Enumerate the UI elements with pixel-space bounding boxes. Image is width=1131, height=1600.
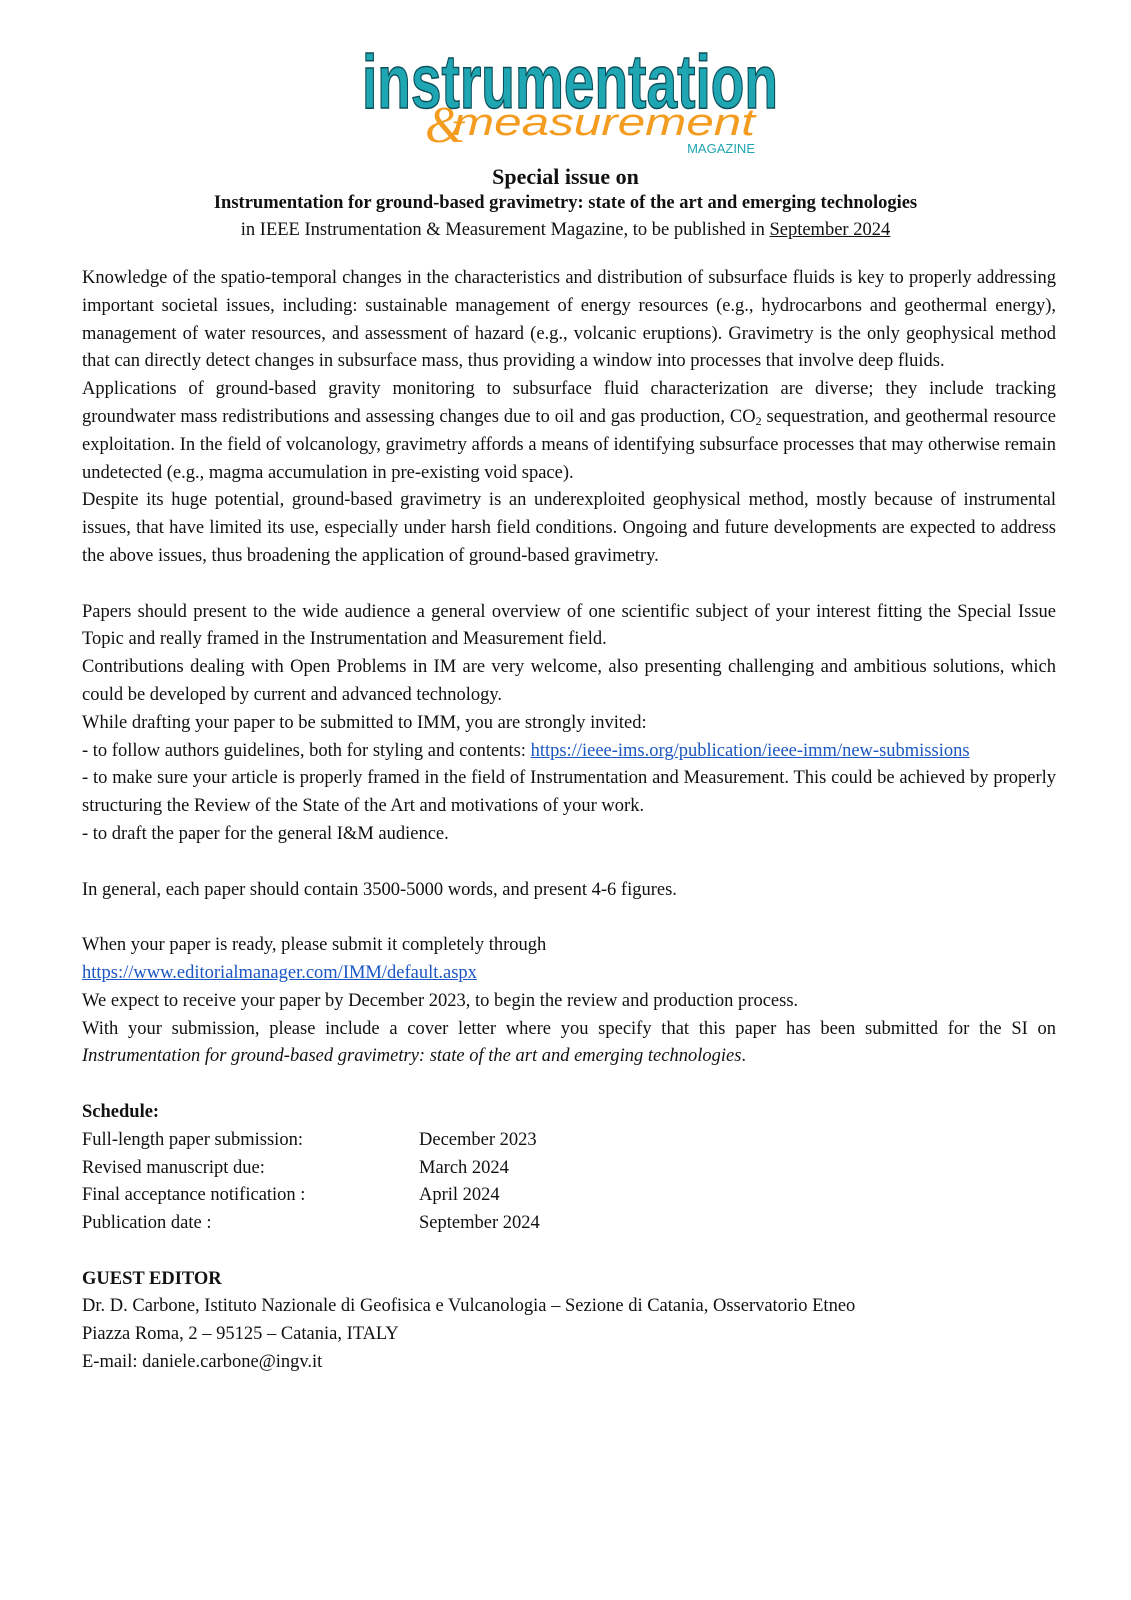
intro-paragraph-1: Knowledge of the spatio-temporal changes in the characteristics and distribution of subsurface fluids is key to properly addressing important societal issues, including: sustainable management of energy resources (e.g., hydrocarbons and geothermal energy), management of water resources, and assessment of hazard (e.g., volcanic eruptions). Gravimetry is the only geophysical method that can directly detect changes in subsurface mass, thus providing a window into processes that involve deep fluids. (82, 268, 1056, 372)
submission-line-3-text: With your submission, please include a cover letter where you specify that this paper has been submitted for the SI on (82, 1018, 1056, 1039)
main-body (82, 265, 1056, 1377)
publication-date: September 2024 (769, 220, 891, 240)
intro-paragraph-3: Despite its huge potential, ground-based gravimetry is an underexploited geophysical method, mostly because of instrumental issues, that have limited its use, especially under harsh field conditions. Ongoing and future developments are expected to address the above issues, thus broadening the application of ground-based gravimetry. (82, 490, 1056, 566)
guideline-bullet-3: - to draft the paper for the general I&M audience. (82, 823, 449, 844)
submission-line-3-end: . (741, 1046, 747, 1067)
schedule-value: September 2024 (419, 1213, 540, 1234)
special-issue-title: Instrumentation for ground-based gravimetry: state of the art and emerging technologies (213, 193, 918, 213)
guest-editor-section (82, 1266, 1056, 1377)
schedule-value: December 2023 (419, 1129, 537, 1150)
submission-line-2: We expect to receive your paper by December 2023, to begin the review and production process. (82, 990, 799, 1011)
guidelines-paragraph-1: Papers should present to the wide audience a general overview of one scientific subject of your interest fitting the Special Issue Topic and really framed in the Instrumentation and Measurement field. (82, 601, 1056, 650)
editorial-manager-link[interactable]: https://www.editorialmanager.com/IMM/default.aspx (82, 962, 477, 983)
publication-line (0, 220, 1131, 241)
guest-editor-name: Dr. D. Carbone, Istituto Nazionale di Geofisica e Vulcanologia – Sezione di Catania, Osservatorio Etneo (82, 1296, 856, 1317)
schedule-label: Final acceptance notification : (82, 1185, 306, 1206)
guideline-bullet-1-text: - to follow authors guidelines, both for styling and contents: (82, 740, 531, 761)
submission-line-3 (82, 1016, 1056, 1072)
schedule-value: April 2024 (419, 1185, 500, 1206)
schedule-title: Schedule: (82, 1101, 160, 1122)
guideline-bullet-2: - to make sure your article is properly framed in the field of Instrumentation and Measurement. This could be achieved by properly structuring the Review of the State of the Art and motivations of your work. (82, 768, 1056, 817)
guest-editor-email: E-mail: daniele.carbone@ingv.it (82, 1352, 323, 1373)
guidelines-paragraph-3: While drafting your paper to be submitted to IMM, you are strongly invited: (82, 712, 647, 733)
intro-p2-b: sequestration, and geothermal resource exploitation. In the field of volcanology, gravimetry affords a means of identifying subsurface processes that may otherwise remain undetected (e.g., magma accumulation in pre-existing void space). (82, 406, 1056, 483)
paper-length-note: In general, each paper should contain 3500-5000 words, and present 4-6 figures. (82, 879, 677, 900)
guest-editor-title: GUEST EDITOR (82, 1268, 222, 1289)
magazine-logo (355, 42, 785, 160)
intro-p2-a: Applications of ground-based gravity monitoring to subsurface fluid characterization are diverse; they include tracking groundwater mass redistributions and assessing changes due to oil and gas production, CO (82, 379, 1056, 427)
co2-subscript: 2 (755, 413, 762, 428)
schedule-section (82, 1099, 1056, 1238)
schedule-row (82, 1127, 1056, 1155)
submission-line-1: When your paper is ready, please submit it completely through (82, 935, 547, 956)
logo-word-instrumentation: instrumentation (362, 42, 778, 125)
schedule-label: Publication date : (82, 1213, 212, 1234)
guest-editor-address: Piazza Roma, 2 – 95125 – Catania, ITALY (82, 1324, 399, 1345)
schedule-label: Revised manuscript due: (82, 1157, 265, 1178)
special-issue-heading: Special issue on (492, 164, 639, 189)
guideline-bullet-1 (82, 738, 1056, 766)
schedule-label: Full-length paper submission: (82, 1129, 303, 1150)
logo-word-measurement: measurement (453, 102, 757, 144)
intro-paragraph-2 (82, 376, 1056, 487)
guidelines-paragraph-2: Contributions dealing with Open Problems in IM are very welcome, also presenting challenging and ambitious solutions, which could be developed by current and advanced technology. (82, 657, 1056, 705)
schedule-row (82, 1182, 1056, 1210)
publication-prefix: in IEEE Instrumentation & Measurement Magazine, to be published in (240, 220, 770, 240)
schedule-row (82, 1155, 1056, 1183)
schedule-value: March 2024 (419, 1157, 509, 1178)
schedule-row (82, 1210, 1056, 1238)
logo-word-magazine: MAGAZINE (687, 141, 755, 156)
logo-ampersand: & (425, 97, 466, 154)
author-guidelines-link[interactable]: https://ieee-ims.org/publication/ieee-imm/new-submissions (530, 740, 970, 761)
special-issue-title-italic: Instrumentation for ground-based gravimetry: state of the art and emerging technologies (82, 1046, 742, 1067)
logo-graphic (355, 42, 785, 160)
